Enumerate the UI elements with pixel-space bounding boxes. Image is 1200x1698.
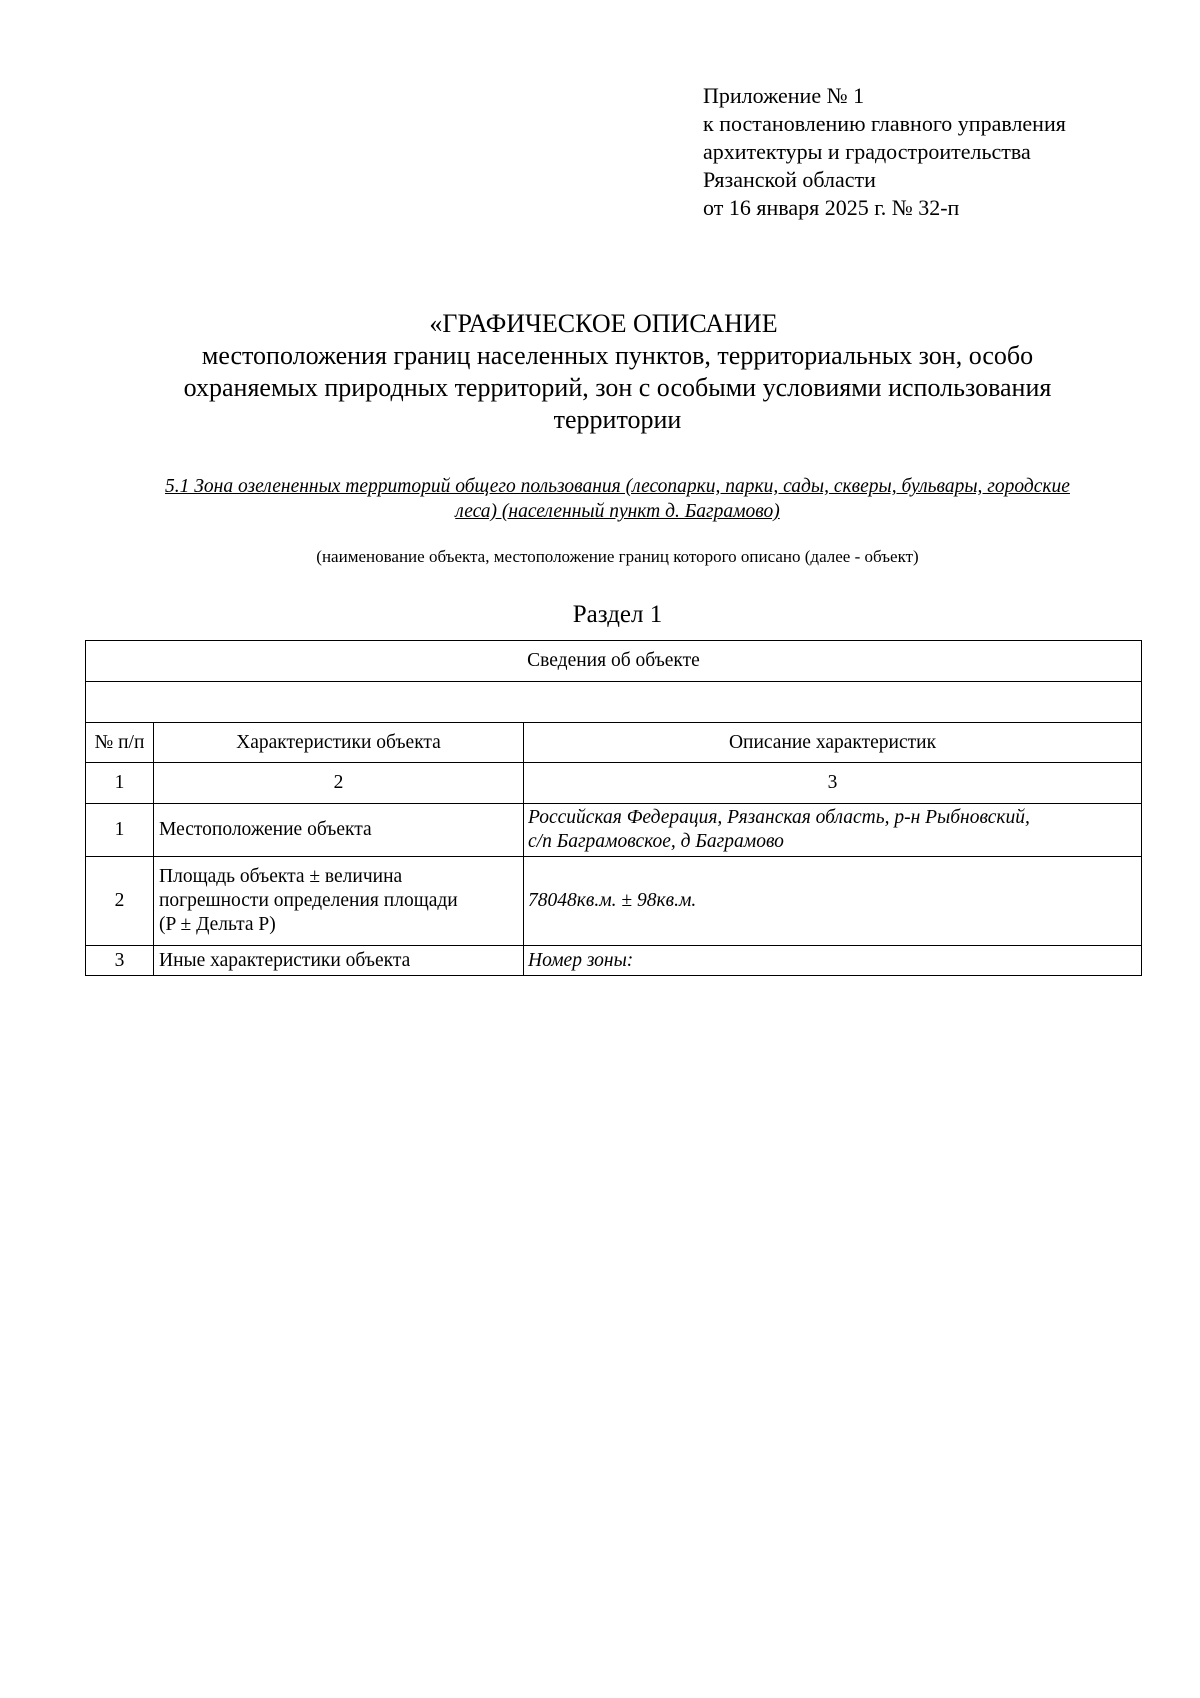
- title-line: «ГРАФИЧЕСКОЕ ОПИСАНИЕ: [429, 309, 778, 338]
- appendix-line: Приложение № 1: [703, 83, 865, 108]
- table-column-number-row: [86, 763, 1142, 804]
- characteristic-line: Площадь объекта ± величина: [159, 866, 403, 887]
- appendix-line: Рязанской области: [703, 167, 876, 192]
- row-number: 3: [86, 946, 154, 976]
- characteristic-cell: Иные характеристики объекта: [154, 946, 524, 976]
- empty-cell: [86, 682, 1142, 723]
- table-row: [86, 857, 1142, 946]
- object-name-line: леса) (населенный пункт д. Баграмово): [455, 501, 780, 522]
- title-line: местоположения границ населенных пунктов, территориальных зон, особо: [201, 341, 1034, 370]
- object-name-line: 5.1 Зона озелененных территорий общего пользования (лесопарки, парки, сады, скверы, бульвары, городские: [165, 476, 1070, 497]
- description-cell: [524, 804, 1142, 857]
- description-line: Российская Федерация, Рязанская область, р-н Рыбновский,: [528, 807, 1030, 828]
- description-line: с/п Баграмовское, д Баграмово: [528, 831, 784, 852]
- section-title: Раздел 1: [572, 601, 663, 628]
- table-row: [86, 946, 1142, 976]
- object-name: [90, 474, 1145, 524]
- column-header: Описание характеристик: [524, 723, 1142, 763]
- description-cell: Номер зоны:: [524, 946, 1142, 976]
- appendix-line: к постановлению главного управления: [703, 111, 1066, 136]
- table-heading-row: [86, 641, 1142, 682]
- description-cell: 78048кв.м. ± 98кв.м.: [524, 857, 1142, 946]
- appendix-line: от 16 января 2025 г. № 32-п: [703, 195, 960, 220]
- appendix-line: архитектуры и градостроительства: [703, 139, 1031, 164]
- column-number: 3: [524, 763, 1142, 804]
- characteristic-line: (P ± Дельта P): [159, 914, 276, 935]
- object-info-table: [85, 640, 1142, 976]
- object-caption: (наименование объекта, местоположение границ которого описано (далее - объект): [316, 547, 919, 566]
- row-number: 1: [86, 804, 154, 857]
- title-line: территории: [553, 405, 682, 434]
- table-column-header-row: [86, 723, 1142, 763]
- characteristic-line: погрешности определения площади: [159, 890, 458, 911]
- appendix-header: [703, 82, 1066, 222]
- row-number: 2: [86, 857, 154, 946]
- table-heading: Сведения об объекте: [86, 641, 1142, 682]
- table-empty-row: [86, 682, 1142, 723]
- column-header: Характеристики объекта: [154, 723, 524, 763]
- column-header: № п/п: [86, 723, 154, 763]
- document-title: [90, 308, 1145, 436]
- column-number: 1: [86, 763, 154, 804]
- column-number: 2: [154, 763, 524, 804]
- title-line: охраняемых природных территорий, зон с особыми условиями использования: [183, 373, 1052, 402]
- characteristic-cell: [154, 857, 524, 946]
- table-row: [86, 804, 1142, 857]
- characteristic-cell: Местоположение объекта: [154, 804, 524, 857]
